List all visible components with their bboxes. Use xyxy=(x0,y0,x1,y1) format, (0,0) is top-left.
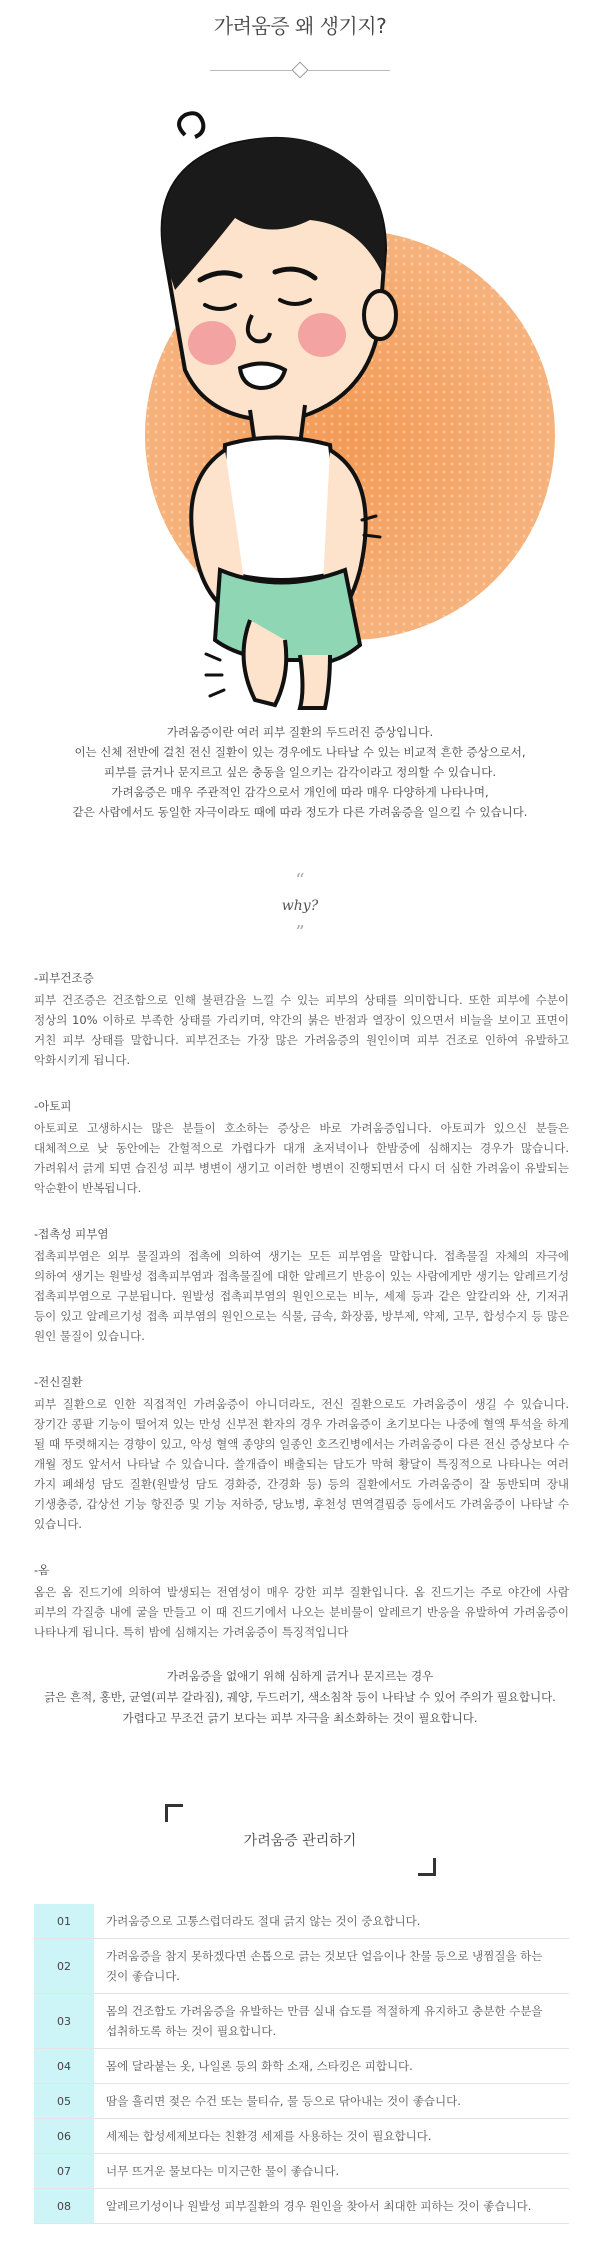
cause-section xyxy=(34,1096,569,1198)
item-number: 05 xyxy=(34,2084,94,2118)
hero-illustration xyxy=(0,100,600,710)
item-text: 가려움증을 참지 못하겠다면 손톱으로 긁는 것보단 얼음이나 찬물 등으로 냉찜질을 하는 것이 좋습니다. xyxy=(106,1949,543,1983)
management-list xyxy=(34,1904,569,2224)
item-number: 02 xyxy=(34,1939,94,1993)
intro-line: 가려움증이란 여러 피부 질환의 두드러진 증상입니다. xyxy=(166,725,434,739)
close-quote-mark: ” xyxy=(295,922,305,943)
management-title: 가려움증 관리하기 xyxy=(243,1833,357,1849)
cause-section xyxy=(34,968,569,1070)
list-item xyxy=(34,2119,569,2154)
intro-line: 가려움증은 매우 주관적인 감각으로서 개인에 따라 매우 다양하게 나타나며, xyxy=(111,785,489,799)
divider-diamond-icon xyxy=(292,62,309,79)
item-number: 04 xyxy=(34,2049,94,2083)
cause-title: -피부건조증 xyxy=(34,971,94,985)
list-item xyxy=(34,2154,569,2189)
item-text: 가려움증으로 고통스럽더라도 절대 긁지 않는 것이 중요합니다. xyxy=(106,1914,421,1928)
list-item xyxy=(34,2084,569,2119)
cause-section xyxy=(34,1224,569,1346)
item-text: 몸의 건조함도 가려움증을 유발하는 만큼 실내 습도를 적절하게 유지하고 충분한 수분을 섭취하도록 하는 것이 필요합니다. xyxy=(106,2004,543,2038)
list-item xyxy=(34,1994,569,2049)
cause-title: -옴 xyxy=(34,1563,50,1577)
cause-section xyxy=(34,1560,569,1642)
cause-body: 옴은 옴 진드기에 의하여 발생되는 전염성이 매우 강한 피부 질환입니다. 옴 진드기는 주로 야간에 사람 피부의 각질층 내에 굴을 만들고 이 때 진드기에서 나오는 분비물이 알레르기 반응을 유발하여 가려움증이 나타나게 됩니다. 특히 밤에 심해지는 가려움증이 특징적입니다 xyxy=(34,1585,569,1639)
item-number: 01 xyxy=(34,1904,94,1938)
open-quote-mark: “ xyxy=(295,870,305,891)
item-number: 03 xyxy=(34,1994,94,2048)
list-item xyxy=(34,2049,569,2084)
item-number: 08 xyxy=(34,2189,94,2223)
cause-title: -전신질환 xyxy=(34,1375,83,1389)
intro-line: 피부를 긁거나 문지르고 싶은 충동을 일으키는 감각이라고 정의할 수 있습니다. xyxy=(103,765,497,779)
item-text: 세제는 합성세제보다는 친환경 세제를 사용하는 것이 필요합니다. xyxy=(106,2129,432,2143)
cause-title: -접촉성 피부염 xyxy=(34,1227,109,1241)
cause-body: 피부 질환으로 인한 직접적인 가려움증이 아니더라도, 전신 질환으로도 가려움증이 생길 수 있습니다. 장기간 콩팥 기능이 떨어져 있는 만성 신부전 환자의 경우 가려움증이 초기보다는 나중에 혈액 투석을 하게 될 때 뚜렷해지는 경향이 있고, 악성 혈액 종양의 일종인 호즈킨병에서는 가려움증이 다른 전신 증상보다 수 개월 정도 앞서서 나타날 수 있습니다. 쓸개즙이 배출되는 담도가 막혀 황달이 특징적으로 나타나는 여러 가지 폐쇄성 담도 질환(원발성 담도 경화증, 간경화 등) 등의 질환에서도 가려움증이 잘 동반되며 장내 기생충증, 갑상선 기능 항진증 및 기능 저하증, 당뇨병, 후천성 면역결핍증 등에서도 가려움증이 나타날 수 있습니다. xyxy=(34,1397,569,1531)
cause-title: -아토피 xyxy=(34,1099,72,1113)
summary-line: 가려움증을 없애기 위해 심하게 긁거나 문지르는 경우 xyxy=(166,1669,434,1683)
intro-paragraph xyxy=(20,722,580,822)
item-text: 알레르기성이나 원발성 피부질환의 경우 원인을 찾아서 최대한 피하는 것이 좋습니다. xyxy=(106,2199,532,2213)
list-item xyxy=(34,2189,569,2224)
cause-section xyxy=(34,1372,569,1534)
causes-sections xyxy=(34,968,569,1668)
cause-body: 아토피로 고생하시는 많은 분들이 호소하는 증상은 바로 가려움증입니다. 아토피가 있으신 분들은 대체적으로 낮 동안에는 간헐적으로 가렵다가 대개 초저녁이나 한밤중에 심해지는 경우가 많습니다. 가려워서 긁게 되면 습진성 피부 병변이 생기고 이러한 병변이 진행되면서 다시 더 심한 가려움이 유발되는 악순환이 반복됩니다. xyxy=(34,1121,569,1195)
item-text: 땀을 흘리면 젖은 수건 또는 물티슈, 물 등으로 닦아내는 것이 좋습니다. xyxy=(106,2094,461,2108)
bracket-bottom-right-icon xyxy=(418,1858,436,1876)
why-heading: why? xyxy=(281,898,319,914)
list-item xyxy=(34,1904,569,1939)
itchy-man-illustration xyxy=(0,100,600,710)
intro-line: 같은 사람에서도 동일한 자극이라도 때에 따라 정도가 다른 가려움증을 일으킬 수 있습니다. xyxy=(72,805,528,819)
page-title: 가려움증 왜 생기지? xyxy=(213,14,387,38)
summary-line: 가렵다고 무조건 긁기 보다는 피부 자극을 최소화하는 것이 필요합니다. xyxy=(122,1711,478,1725)
item-text: 몸에 달라붙는 옷, 나일론 등의 화학 소재, 스타킹은 피합니다. xyxy=(106,2059,413,2073)
cause-body: 피부 건조증은 건조함으로 인해 불편감을 느낄 수 있는 피부의 상태를 의미합니다. 또한 피부에 수분이 정상의 10% 이하로 부족한 상태를 가리키며, 약간의 붉은 반점과 열장이 있으면서 비늘을 보이고 표면이 거친 피부 상태를 말합니다. 피부건조는 가장 많은 가려움증의 원인이며 피부 건조로 인하여 유발하고 악화시키게 됩니다. xyxy=(34,993,569,1067)
bracket-top-left-icon xyxy=(165,1804,183,1822)
item-text: 너무 뜨거운 물보다는 미지근한 물이 좋습니다. xyxy=(106,2164,340,2178)
intro-line: 이는 신체 전반에 걸친 전신 질환이 있는 경우에도 나타날 수 있는 비교적 흔한 증상으로서, xyxy=(74,745,526,759)
item-number: 06 xyxy=(34,2119,94,2153)
item-number: 07 xyxy=(34,2154,94,2188)
cause-body: 접촉피부염은 외부 물질과의 접촉에 의하여 생기는 모든 피부염을 말합니다. 접촉물질 자체의 자극에 의하여 생기는 원발성 접촉피부염과 접촉물질에 대한 알레르기 반응이 있는 사람에게만 생기는 알레르기성 접촉피부염으로 구분됩니다. 원발성 접촉피부염의 원인으로는 비누, 세제 등과 같은 알칼리와 산, 기저귀 등이 있고 알레르기성 접촉 피부염의 원인으로는 식물, 금속, 화장품, 방부제, 약제, 고무, 합성수지 등 많은 원인 물질이 있습니다. xyxy=(34,1249,569,1343)
summary-paragraph xyxy=(20,1666,580,1729)
list-item xyxy=(34,1939,569,1994)
summary-line: 긁은 흔적, 홍반, 균열(피부 갈라짐), 궤양, 두드러기, 색소침착 등이 나타날 수 있어 주의가 필요합니다. xyxy=(44,1690,556,1704)
